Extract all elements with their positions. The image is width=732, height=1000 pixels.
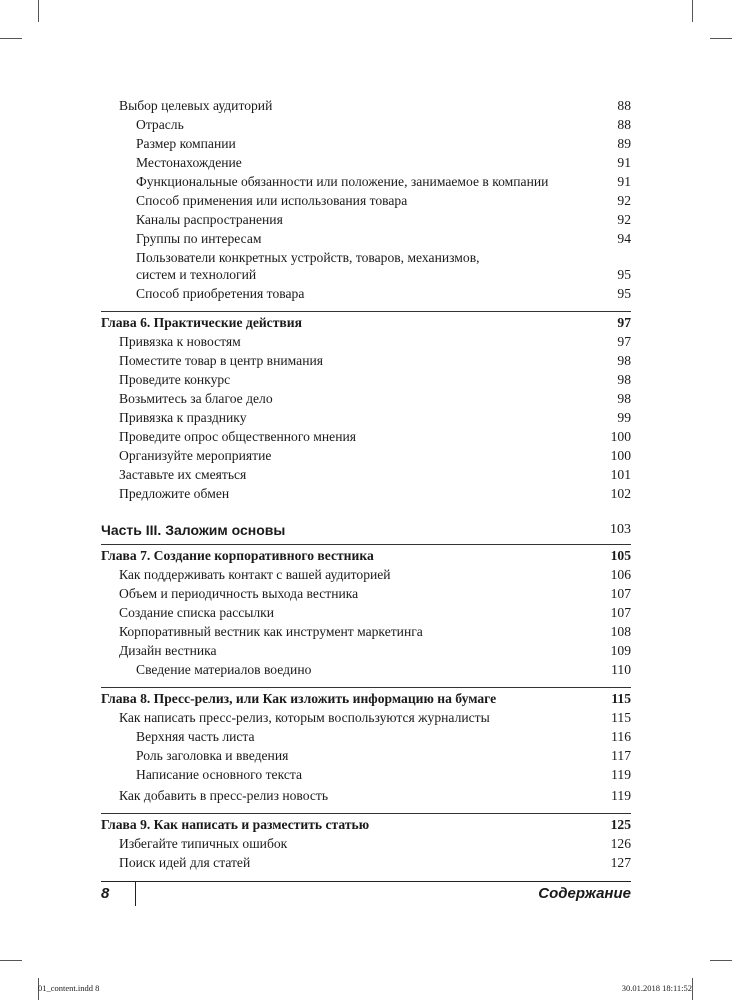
toc-entry[interactable] — [0, 585, 732, 603]
toc-entry[interactable] — [0, 604, 732, 622]
chapter-divider — [101, 311, 631, 312]
toc-entry-label: Организуйте мероприятие — [119, 448, 272, 463]
toc-entry-page: 92 — [617, 212, 631, 227]
crop-mark — [0, 960, 22, 961]
toc-entry-label: Привязка к празднику — [119, 410, 247, 425]
toc-entry-page: 110 — [611, 662, 631, 677]
footer-tick — [135, 882, 136, 906]
toc-entry-label: Избегайте типичных ошибок — [119, 836, 288, 851]
toc-entry[interactable] — [0, 747, 732, 765]
chapter-divider — [101, 687, 631, 688]
toc-entry-page: 98 — [617, 353, 631, 368]
crop-mark — [692, 0, 693, 22]
toc-entry-page: 109 — [610, 643, 631, 658]
toc-entry-page: 88 — [617, 98, 631, 113]
toc-entry-page: 101 — [610, 467, 631, 482]
toc-entry-page: 95 — [617, 286, 631, 301]
toc-entry[interactable] — [0, 390, 732, 408]
toc-entry-label: Каналы распространения — [136, 212, 283, 227]
toc-entry-page: 107 — [610, 586, 631, 601]
toc-entry[interactable] — [0, 661, 732, 679]
toc-entry-page: 116 — [611, 729, 631, 744]
toc-entry-label: Заставьте их смеяться — [119, 467, 247, 482]
toc-entry-page: 91 — [617, 174, 631, 189]
toc-entry-label: Поиск идей для статей — [119, 855, 251, 870]
toc-entry-page: 100 — [610, 448, 631, 463]
toc-entry[interactable] — [0, 116, 732, 134]
toc-entry-label: Предложите обмен — [119, 486, 230, 501]
toc-entry-label: Способ приобретения товара — [136, 286, 305, 301]
toc-entry-label: Как поддерживать контакт с вашей аудиторией — [119, 567, 391, 582]
toc-entry[interactable] — [0, 447, 732, 465]
toc-entry[interactable] — [0, 97, 732, 115]
crop-mark — [692, 978, 693, 1000]
crop-mark — [710, 38, 732, 39]
toc-chapter-label: Глава 7. Создание корпоративного вестника — [101, 548, 374, 563]
toc-entry-page: 94 — [617, 231, 631, 246]
toc-entry-page: 105 — [610, 548, 631, 563]
toc-entry[interactable] — [0, 249, 732, 285]
toc-entry-label: Проведите опрос общественного мнения — [119, 429, 356, 444]
toc-entry-page: 107 — [610, 605, 631, 620]
footer-rule — [101, 881, 631, 882]
toc-entry-page: 100 — [610, 429, 631, 444]
toc-entry[interactable] — [0, 230, 732, 248]
toc-entry-label: Проведите конкурс — [119, 372, 231, 387]
toc-entry[interactable] — [0, 787, 732, 805]
toc-entry[interactable] — [0, 466, 732, 484]
toc-entry[interactable] — [0, 854, 732, 872]
toc-entry-label: Привязка к новостям — [119, 334, 241, 349]
toc-entry[interactable] — [0, 566, 732, 584]
toc-entry-label: Выбор целевых аудиторий — [119, 98, 273, 113]
toc-entry[interactable] — [0, 485, 732, 503]
print-slug-file: 01_content.indd 8 — [38, 983, 100, 993]
toc-chapter-7[interactable] — [0, 547, 732, 565]
toc-entry[interactable] — [0, 285, 732, 303]
toc-entry-page: 97 — [617, 315, 631, 330]
toc-entry[interactable] — [0, 642, 732, 660]
toc-entry-label: Дизайн вестника — [119, 643, 217, 658]
toc-entry[interactable] — [0, 766, 732, 784]
toc-entry-page: 106 — [610, 567, 631, 582]
toc-entry-label-continued: систем и технологий — [136, 267, 257, 282]
toc-entry[interactable] — [0, 135, 732, 153]
toc-part-label: Часть III. Заложим основы — [101, 522, 286, 538]
toc-chapter-8[interactable] — [0, 690, 732, 708]
toc-entry-label: Отрасль — [136, 117, 184, 132]
toc-chapter-label: Глава 9. Как написать и разместить статью — [101, 817, 370, 832]
toc-entry-label: Поместите товар в центр внимания — [119, 353, 323, 368]
toc-entry-label: Группы по интересам — [136, 231, 262, 246]
toc-entry[interactable] — [0, 623, 732, 641]
toc-entry-label: Как написать пресс-релиз, которым воспользуются журналисты — [119, 710, 490, 725]
toc-entry-label: Создание списка рассылки — [119, 605, 275, 620]
toc-entry-page: 98 — [617, 391, 631, 406]
toc-entry[interactable] — [0, 709, 732, 727]
toc-chapter-label: Глава 8. Пресс-релиз, или Как изложить информацию на бумаге — [101, 691, 497, 706]
toc-entry[interactable] — [0, 352, 732, 370]
toc-entry[interactable] — [0, 371, 732, 389]
toc-entry-page: 125 — [610, 817, 631, 832]
toc-entry[interactable] — [0, 192, 732, 210]
toc-entry-label: Функциональные обязанности или положение, занимаемое в компании — [136, 174, 549, 189]
toc-entry-page: 103 — [610, 522, 631, 537]
toc-part-3[interactable] — [0, 521, 732, 539]
toc-entry-page: 98 — [617, 372, 631, 387]
toc-entry[interactable] — [0, 409, 732, 427]
toc-entry-page: 115 — [611, 691, 631, 706]
toc-entry-page: 89 — [617, 136, 631, 151]
crop-mark — [710, 960, 732, 961]
chapter-divider — [101, 544, 631, 545]
toc-entry-label: Пользователи конкретных устройств, товаров, механизмов, — [136, 250, 480, 265]
toc-entry[interactable] — [0, 333, 732, 351]
toc-entry-label: Возьмитесь за благое дело — [119, 391, 273, 406]
toc-entry[interactable] — [0, 835, 732, 853]
toc-entry-page: 99 — [617, 410, 631, 425]
toc-entry-page: 102 — [610, 486, 631, 501]
toc-entry-page: 108 — [610, 624, 631, 639]
toc-entry-page: 119 — [611, 788, 631, 803]
crop-mark — [0, 38, 22, 39]
toc-entry-label: Местонахождение — [136, 155, 242, 170]
toc-entry-label: Как добавить в пресс-релиз новость — [119, 788, 329, 803]
toc-entry-label: Размер компании — [136, 136, 236, 151]
toc-entry-page: 126 — [610, 836, 631, 851]
toc-chapter-9[interactable] — [0, 816, 732, 834]
toc-entry-page: 97 — [617, 334, 631, 349]
toc-entry-page: 127 — [610, 855, 631, 870]
toc-entry-page: 117 — [611, 748, 631, 763]
crop-mark — [38, 0, 39, 22]
running-footer-title: Содержание — [538, 885, 631, 902]
toc-chapter-6[interactable] — [0, 314, 732, 332]
toc-entry[interactable] — [0, 154, 732, 172]
toc-entry-page: 91 — [617, 155, 631, 170]
toc-entry-label: Верхняя часть листа — [136, 729, 255, 744]
toc-entry[interactable] — [0, 728, 732, 746]
toc-entry-label: Способ применения или использования товара — [136, 193, 408, 208]
toc-entry-page: 115 — [611, 710, 631, 725]
toc-entry[interactable] — [0, 173, 732, 191]
toc-entry-page: 92 — [617, 193, 631, 208]
toc-entry-label: Корпоративный вестник как инструмент маркетинга — [119, 624, 423, 639]
toc-chapter-label: Глава 6. Практические действия — [101, 315, 302, 330]
page-number: 8 — [101, 885, 110, 902]
toc-entry[interactable] — [0, 428, 732, 446]
toc-entry-label: Сведение материалов воедино — [136, 662, 312, 677]
toc-entry-page: 95 — [617, 267, 631, 282]
toc-entry-page: 119 — [611, 767, 631, 782]
chapter-divider — [101, 813, 631, 814]
toc-entry[interactable] — [0, 211, 732, 229]
toc-entry-label: Написание основного текста — [136, 767, 303, 782]
toc-entry-label: Объем и периодичность выхода вестника — [119, 586, 359, 601]
print-slug-datetime: 30.01.2018 18:11:52 — [621, 983, 692, 993]
toc-entry-page: 88 — [617, 117, 631, 132]
toc-entry-label: Роль заголовка и введения — [136, 748, 289, 763]
